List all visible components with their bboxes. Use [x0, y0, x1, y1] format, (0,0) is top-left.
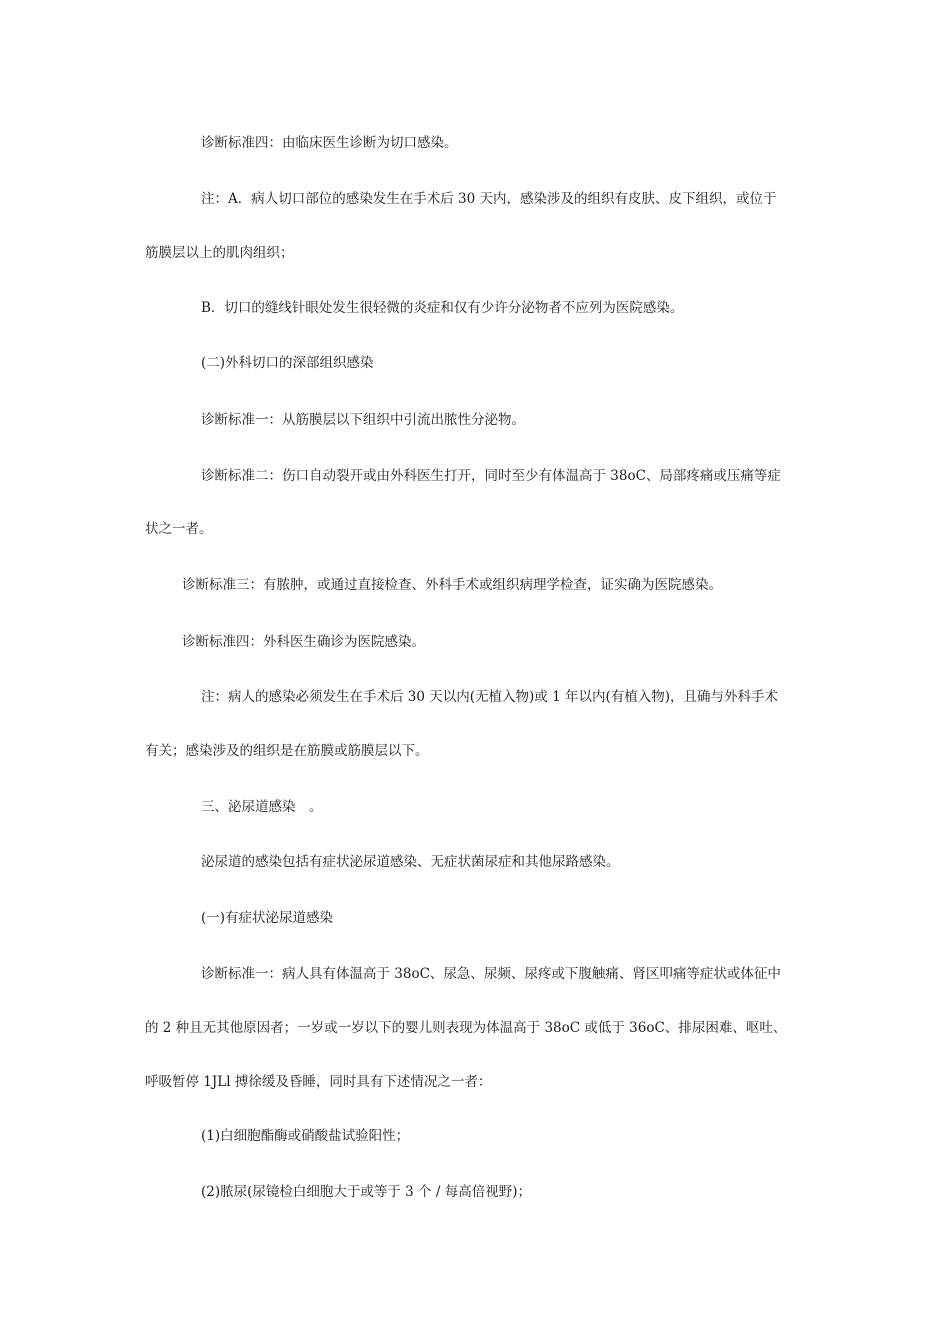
text-line: B．切口的缝线针眼处发生很轻微的炎症和仅有少许分泌物者不应列为医院感染。: [201, 300, 684, 316]
text-line: 筋膜层以上的肌肉组织；: [145, 245, 294, 261]
text-line: 诊断标准二：伤口自动裂开或由外科医生打开，同时至少有体温高于 38oC、局部疼痛或压痛等症: [201, 468, 781, 484]
text-line: 有关；感染涉及的组织是在筋膜或筋膜层以下。: [145, 743, 429, 759]
text-line: 状之一者。: [145, 521, 213, 537]
text-line: 诊断标准四：外科医生确诊为医院感染。: [182, 634, 425, 650]
text-line: 三、泌尿道感染 。: [201, 799, 323, 815]
text-line: 诊断标准一：病人具有体温高于 38oC、尿急、尿频、尿疼或下腹触痛、肾区叩痛等症状或体征中: [201, 966, 781, 982]
text-line: 诊断标准一：从筋膜层以下组织中引流出脓性分泌物。: [201, 412, 525, 428]
text-line: 诊断标准三：有脓肿，或通过直接检查、外科手术或组织病理学检查，证实确为医院感染。: [182, 577, 722, 593]
text-line: 呼吸暂停 1JLl 搏徐缓及昏睡，同时具有下述情况之一者：: [145, 1074, 492, 1090]
text-line: 注：病人的感染必须发生在手术后 30 天以内(无植入物)或 1 年以内(有植入物)，且确与外科手术: [201, 689, 778, 705]
text-line: (1)白细胞酯酶或硝酸盐试验阳性；: [201, 1128, 410, 1144]
text-line: 的 2 种且无其他原因者；一岁或一岁以下的婴儿则表现为体温高于 38oC 或低于 36oC、排尿困难、呕吐、: [145, 1020, 787, 1036]
text-line: 泌尿道的感染包括有症状泌尿道感染、无症状菌尿症和其他尿路感染。: [201, 854, 620, 870]
text-line: (2)脓尿(尿镜检白细胞大于或等于 3 个 / 每高倍视野)；: [201, 1184, 531, 1200]
text-line: (二)外科切口的深部组织感染: [201, 355, 374, 371]
text-line: 注：A．病人切口部位的感染发生在手术后 30 天内，感染涉及的组织有皮肤、皮下组织，或位于: [201, 191, 777, 207]
text-line: (一)有症状泌尿道感染: [201, 910, 334, 926]
text-line: 诊断标准四：由临床医生诊断为切口感染。: [201, 135, 458, 151]
